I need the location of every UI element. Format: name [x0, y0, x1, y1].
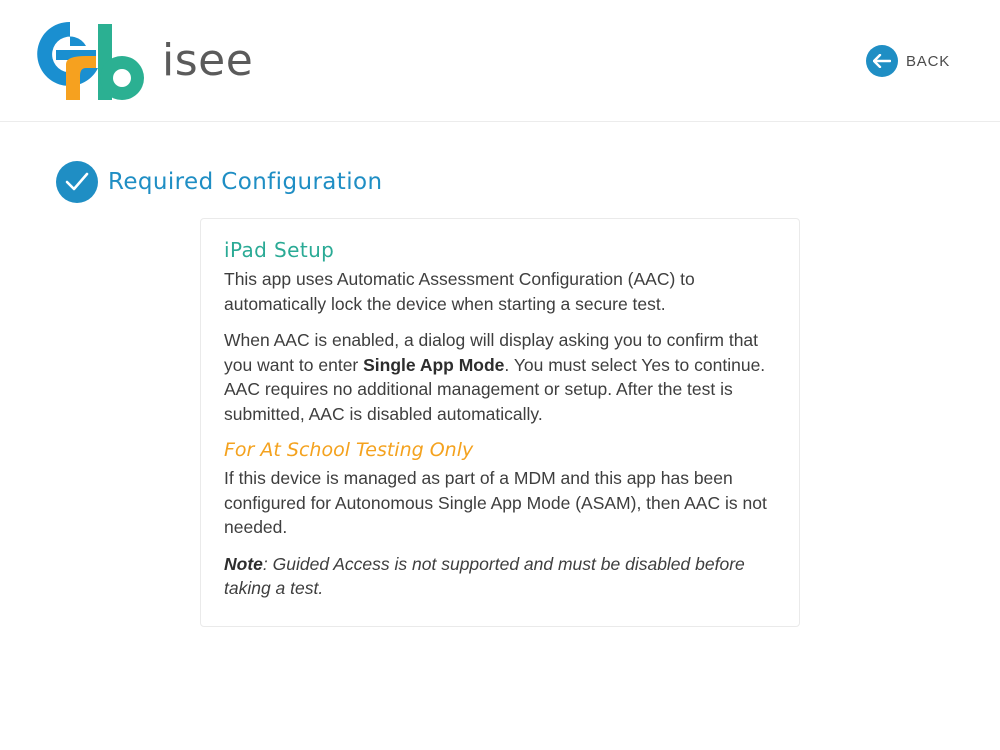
- single-app-mode-label: Single App Mode: [363, 354, 505, 375]
- school-testing-heading: For At School Testing Only: [224, 439, 474, 461]
- isee-wordmark: isee: [162, 35, 254, 86]
- note-text: : Guided Access is not supported and must be disabled before taking a test.: [224, 553, 745, 598]
- section-header: [56, 161, 382, 203]
- app-header: [0, 0, 1000, 122]
- mdm-description: If this device is managed as part of a MDM and this app has been configured for Autonomous Single App Mode (ASAM), then AAC is not needed.: [224, 468, 767, 537]
- para2-prefix: When AAC is enabled, a dialog will display asking you to confirm that you want to enter: [224, 330, 759, 375]
- guided-access-note: [224, 552, 777, 601]
- back-button[interactable]: [866, 45, 950, 77]
- check-circle: [56, 161, 98, 203]
- ipad-setup-card: [200, 218, 800, 627]
- page-title: Required Configuration: [108, 169, 383, 195]
- back-circle: [866, 45, 898, 77]
- checkmark-icon: [65, 172, 89, 192]
- back-label: BACK: [906, 52, 951, 70]
- erb-logo-icon: [36, 20, 146, 102]
- card-heading: iPad Setup: [224, 238, 335, 262]
- aac-dialog-description: [224, 328, 777, 426]
- arrow-left-icon: [873, 54, 891, 68]
- aac-description: This app uses Automatic Assessment Configuration (AAC) to automatically lock the device when starting a secure test.: [224, 269, 695, 314]
- para2-suffix: . You must select Yes to continue. AAC requires no additional management or setup. After the test is submitted, AAC is disabled automatically.: [224, 354, 766, 424]
- note-label: Note: [224, 553, 263, 574]
